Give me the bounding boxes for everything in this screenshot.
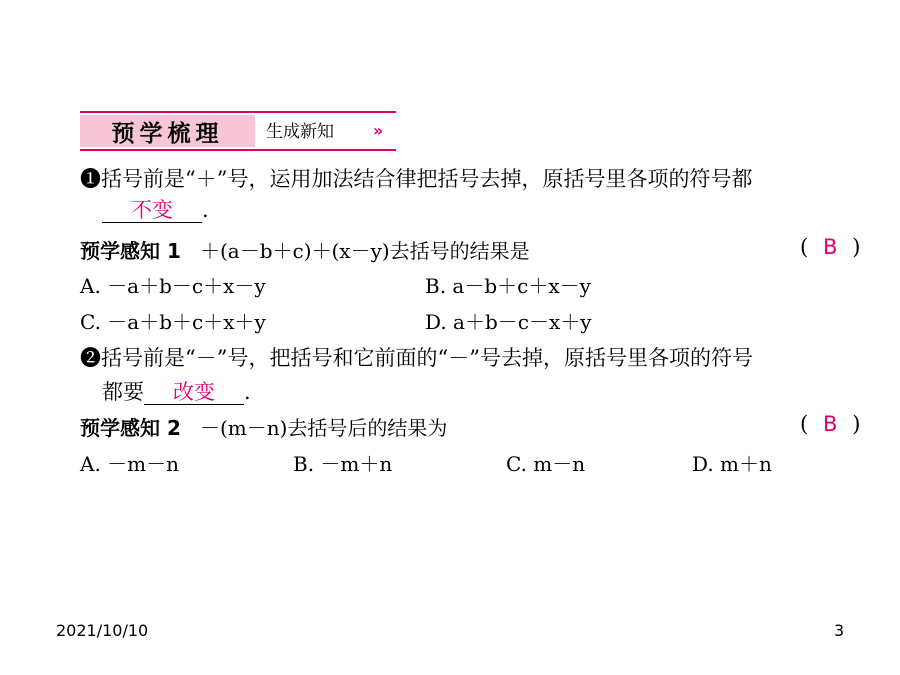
q2-option-d: D. m＋n [692, 452, 772, 476]
point-2-end: . [244, 380, 251, 404]
bullet-2-icon: ❷ [80, 346, 101, 370]
point-1-answer: 不变 [102, 198, 202, 223]
paren-open: ( [800, 412, 809, 436]
question-1-text: ＋(a－b＋c)＋(x－y)去括号的结果是 [199, 239, 530, 263]
q1-option-d: D. a＋b－c－x＋y [425, 310, 592, 334]
point-1-blank-line [102, 198, 209, 223]
point-2-blank-line [102, 376, 251, 406]
q2-option-a: A. －m－n [80, 452, 180, 476]
question-1 [80, 235, 530, 264]
section-header [80, 111, 396, 151]
bullet-1-icon: ❶ [80, 167, 101, 191]
point-2 [80, 342, 753, 372]
point-2-answer: 改变 [144, 380, 244, 405]
q1-option-b: B. a－b＋c＋x－y [425, 274, 591, 298]
q2-option-b: B. －m＋n [293, 452, 393, 476]
point-1 [80, 163, 752, 193]
section-title: 预学梳理 [80, 115, 255, 147]
double-chevron-right-icon: » [373, 121, 384, 140]
page-number: 3 [834, 621, 845, 640]
point-2-lead: 都要 [102, 380, 144, 404]
point-1-end: . [202, 198, 209, 222]
question-2-label: 预学感知 2 [80, 416, 181, 440]
q2-option-c: C. m－n [506, 452, 586, 476]
paren-open: ( [800, 235, 809, 259]
question-2-answer: B [822, 412, 838, 436]
question-1-answer-box [800, 235, 860, 259]
q1-option-c: C. －a＋b＋c＋x＋y [80, 310, 266, 334]
footer-date: 2021/10/10 [56, 621, 149, 640]
question-2-answer-box [800, 412, 860, 436]
paren-close: ) [852, 235, 861, 259]
paren-close: ) [852, 412, 861, 436]
question-1-answer: B [822, 235, 838, 259]
point-1-text: 括号前是“＋”号，运用加法结合律把括号去掉，原括号里各项的符号都 [101, 167, 753, 191]
point-2-text: 括号前是“－”号，把括号和它前面的“－”号去掉，原括号里各项的符号 [101, 346, 753, 370]
question-2-text: －(m－n)去括号后的结果为 [199, 416, 448, 440]
q1-option-a: A. －a＋b－c＋x－y [80, 274, 266, 298]
question-1-label: 预学感知 1 [80, 239, 181, 263]
question-2 [80, 412, 447, 441]
section-subtitle: 生成新知 [266, 122, 334, 142]
